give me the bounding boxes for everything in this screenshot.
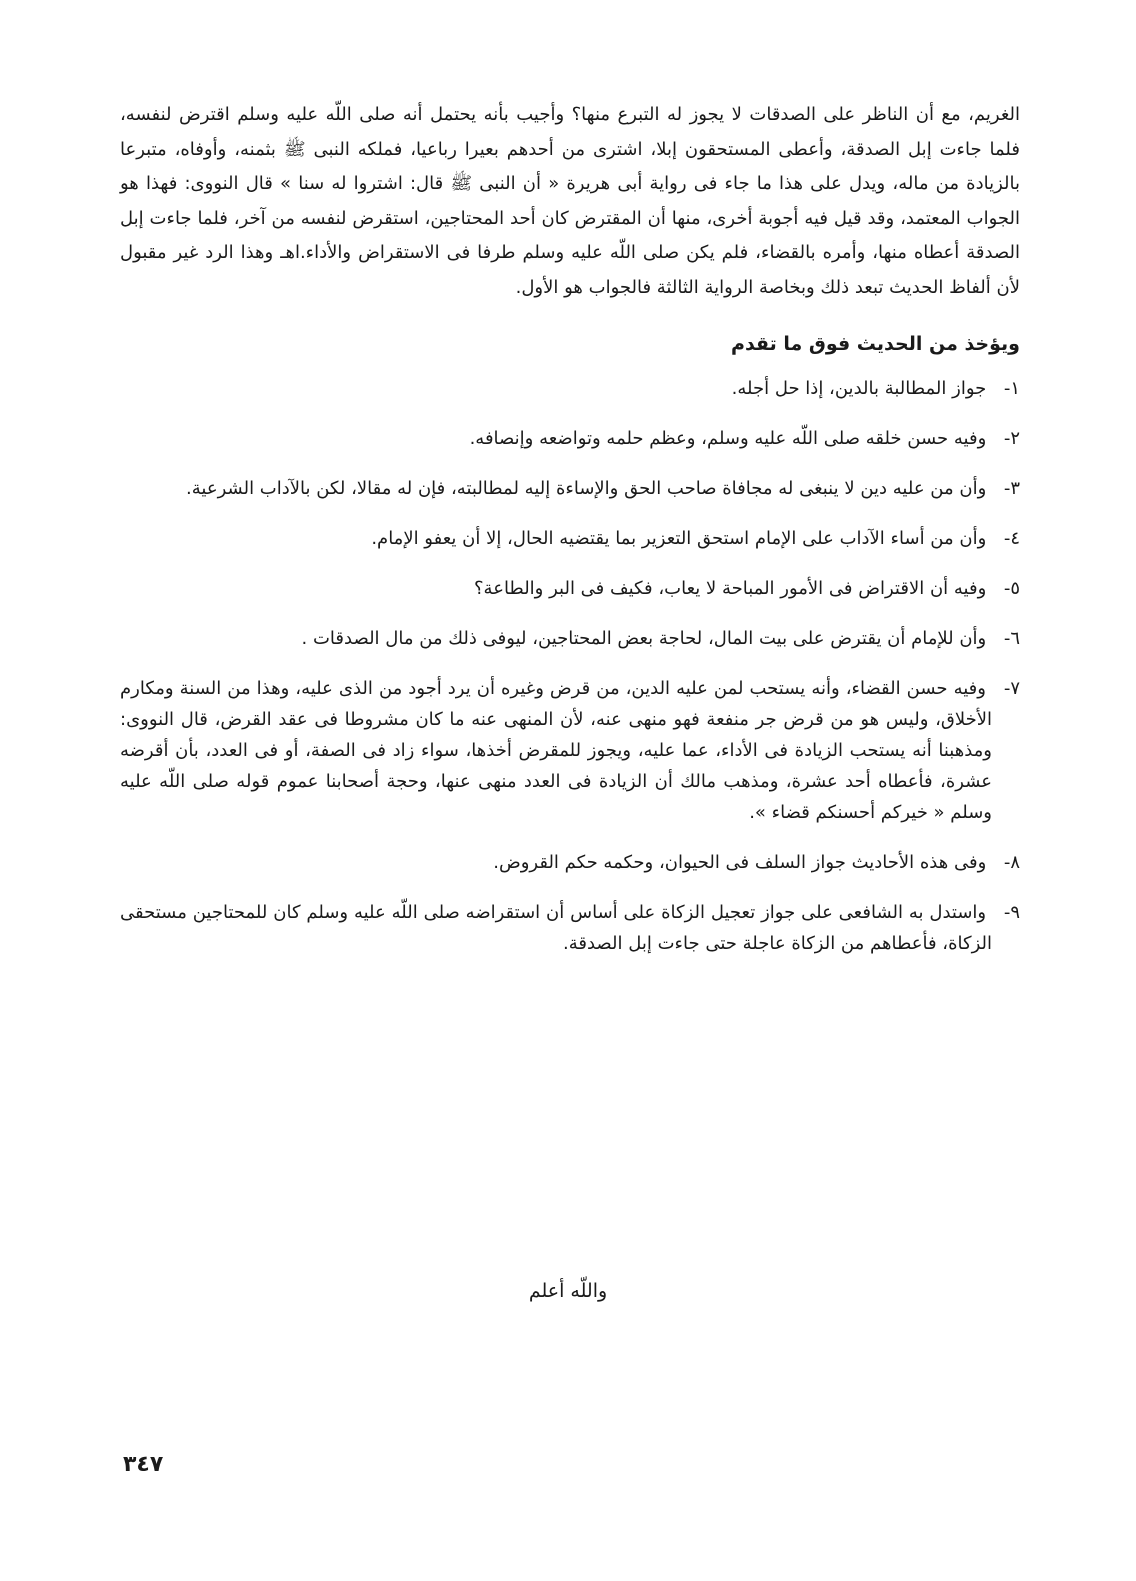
item-number: ١- [1003, 378, 1020, 399]
list-item-3 [120, 473, 1020, 504]
closing-phrase: واللّه أعلم [528, 1280, 608, 1302]
item-text: وأن من عليه دين لا ينبغى له مجافاة صاحب الحق والإساءة إليه لمطالبته، فإن له مقالا، لكن بالآداب الشرعية. [186, 478, 987, 499]
list-item-2 [120, 423, 1020, 454]
opening-paragraph: الغريم، مع أن الناظر على الصدقات لا يجوز له التبرع منها؟ وأجيب بأنه يحتمل أنه صلى اللّه عليه وسلم اقترض لنفسه، فلما جاءت إبل الصدقة، وأعطى المستحقون إبلا، اشترى من أحدهم بعيرا رباعيا، فملكه النبى ﷺ بثمنه، وأوفاه، متبرعا بالزيادة من ماله، ويدل على هذا ما جاء فى رواية أبى هريرة « أن النبى ﷺ قال: اشتروا له سنا » قال النووى: فهذا هو الجواب المعتمد، وقد قيل فيه أجوبة أخرى، منها أن المقترض كان أحد المحتاجين، استقرض لنفسه من آخر، فلما جاءت إبل الصدقة أعطاه منها، وأمره بالقضاء، فلم يكن صلى اللّه عليه وسلم طرفا فى الاستقراض والأداء.اهـ وهذا الرد غير مقبول لأن ألفاظ الحديث تبعد ذلك وبخاصة الرواية الثالثة فالجواب هو الأول. [120, 104, 1020, 298]
list-item-5 [120, 573, 1020, 604]
list-item-4 [120, 523, 1020, 554]
item-number: ٧- [1003, 678, 1020, 699]
item-text: وفيه حسن خلقه صلى اللّه عليه وسلم، وعظم حلمه وتواضعه وإنصافه. [469, 428, 987, 449]
item-number: ٣- [1003, 478, 1020, 499]
item-text: وأن من أساء الآداب على الإمام استحق التعزير بما يقتضيه الحال، إلا أن يعفو الإمام. [371, 528, 987, 549]
item-number: ٢- [1003, 428, 1020, 449]
page-number: ٣٤٧ [123, 1452, 164, 1477]
section-heading: ويؤخذ من الحديث فوق ما تقدم [731, 333, 1020, 355]
list-item-1 [120, 373, 1020, 404]
item-number: ٥- [1003, 578, 1020, 599]
list-item-7 [120, 673, 1020, 828]
item-number: ٤- [1003, 528, 1020, 549]
item-text: وفيه أن الاقتراض فى الأمور المباحة لا يعاب، فكيف فى البر والطاعة؟ [474, 578, 987, 599]
item-text: وفيه حسن القضاء، وأنه يستحب لمن عليه الدين، من قرض وغيره أن يرد أجود من الذى عليه، وهذا من السنة ومكارم الأخلاق، وليس هو من قرض جر منفعة فهو منهى عنه، لأن المنهى عنه ما كان مشروطا فى عقد القرض، قال النووى: ومذهبنا أنه يستحب الزيادة فى الأداء، عما عليه، ويجوز للمقرض أخذها، سواء زاد فى الصفة، أو فى العدد، بأن أقرضه عشرة، فأعطاه أحد عشرة، ومذهب مالك أن الزيادة فى العدد منهى عنها، وحجة أصحابنا عموم قوله صلى اللّه عليه وسلم « خيركم أحسنكم قضاء ». [120, 678, 992, 823]
list-item-6 [120, 623, 1020, 654]
item-text: وأن للإمام أن يقترض على بيت المال، لحاجة بعض المحتاجين، ليوفى ذلك من مال الصدقات . [301, 628, 987, 649]
page-body [120, 98, 1020, 978]
item-number: ٩- [1003, 902, 1020, 923]
item-text: وفى هذه الأحاديث جواز السلف فى الحيوان، وحكمه حكم القروض. [493, 852, 987, 873]
item-number: ٨- [1003, 852, 1020, 873]
item-number: ٦- [1003, 628, 1020, 649]
list-item-9 [120, 897, 1020, 959]
item-text: واستدل به الشافعى على جواز تعجيل الزكاة على أساس أن استقراضه صلى اللّه عليه وسلم كان للمحتاجين مستحقى الزكاة، فأعطاهم من الزكاة عاجلة حتى جاءت إبل الصدقة. [120, 902, 992, 954]
list-item-8 [120, 847, 1020, 878]
item-text: جواز المطالبة بالدين، إذا حل أجله. [731, 378, 987, 399]
benefits-list [120, 373, 1020, 959]
